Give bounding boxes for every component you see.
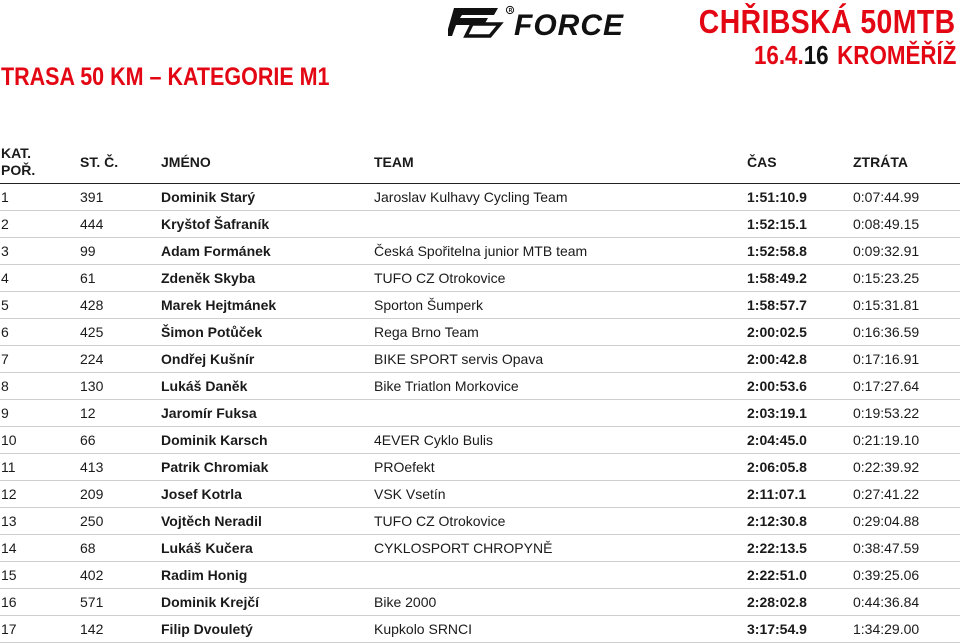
cell-loss: 0:08:49.15 [853,216,920,232]
cell-team: 4EVER Cyklo Bulis [374,432,494,448]
header-time: ČAS [747,153,777,170]
cell-team [374,400,744,426]
cell-start-number: 444 [80,216,104,232]
cell-team [374,562,744,588]
cell-time: 1:58:49.2 [747,270,807,286]
cell-name: Kryštof Šafraník [161,216,270,232]
cell-time: 2:22:51.0 [747,567,807,583]
cell-time: 3:17:54.9 [747,621,807,637]
cell-name: Lukáš Kučera [161,540,253,556]
cell-loss: 0:38:47.59 [853,540,920,556]
cell-position: 2 [1,216,9,232]
cell-team: PROefekt [374,459,435,475]
cell-time: 1:51:10.9 [747,189,807,205]
cell-start-number: 391 [80,189,104,205]
cell-position: 3 [1,243,9,259]
cell-name: Zdeněk Skyba [161,270,256,286]
force-logo-icon [448,4,664,40]
svg-text:R: R [508,8,513,14]
cell-position: 16 [1,594,17,610]
cell-name: Filip Dvouletý [161,621,253,637]
table-row [0,508,960,535]
cell-start-number: 428 [80,297,104,313]
cell-start-number: 68 [80,540,96,556]
table-row [0,265,960,292]
cell-time: 2:12:30.8 [747,513,807,529]
cell-time: 2:11:07.1 [747,486,807,502]
cell-position: 8 [1,378,9,394]
cell-start-number: 571 [80,594,104,610]
cell-start-number: 99 [80,243,96,259]
cell-loss: 0:29:04.88 [853,513,920,529]
cell-time: 1:58:57.7 [747,297,807,313]
cell-loss: 0:17:16.91 [853,351,920,367]
cell-team: VSK Vsetín [374,486,446,502]
event-place: KROMĚŘÍŽ [836,40,956,70]
header-start-number: ST. Č. [80,153,119,170]
cell-name: Marek Hejtmánek [161,297,277,313]
force-logo [448,4,664,40]
cell-start-number: 142 [80,621,104,637]
cell-time: 2:06:05.8 [747,459,807,475]
cell-name: Ondřej Kušnír [161,351,255,367]
table-row [0,481,960,508]
cell-name: Radim Honig [161,567,248,583]
cell-team: Sporton Šumperk [374,297,483,313]
cell-loss: 0:27:41.22 [853,486,920,502]
cell-name: Dominik Starý [161,189,256,205]
category-title: TRASA 50 KM – KATEGORIE M1 [1,63,330,91]
cell-team: CYKLOSPORT CHROPYNĚ [374,540,553,556]
cell-position: 1 [1,189,9,205]
cell-start-number: 224 [80,351,104,367]
cell-position: 5 [1,297,9,313]
table-row [0,319,960,346]
cell-loss: 0:39:25.06 [853,567,920,583]
cell-start-number: 66 [80,432,96,448]
cell-position: 9 [1,405,9,421]
cell-name: Dominik Krejčí [161,594,260,610]
cell-loss: 1:34:29.00 [853,621,920,637]
cell-loss: 0:15:23.25 [853,270,920,286]
cell-position: 17 [1,621,17,637]
cell-team: Česká Spořitelna junior MTB team [374,243,588,259]
cell-loss: 0:15:31.81 [853,297,920,313]
table-row [0,454,960,481]
table-row [0,346,960,373]
cell-loss: 0:09:32.91 [853,243,920,259]
cell-loss: 0:44:36.84 [853,594,920,610]
header-pos-line2: POŘ. [1,161,36,178]
cell-position: 15 [1,567,17,583]
results-table [0,140,960,643]
cell-position: 6 [1,324,9,340]
table-row [0,562,960,589]
cell-position: 12 [1,486,17,502]
cell-time: 2:00:42.8 [747,351,807,367]
cell-loss: 0:07:44.99 [853,189,920,205]
header-name: JMÉNO [161,153,211,170]
cell-position: 10 [1,432,17,448]
table-header [0,140,960,184]
cell-team: Bike Triatlon Morkovice [374,378,519,394]
cell-loss: 0:16:36.59 [853,324,920,340]
cell-name: Lukáš Daněk [161,378,248,394]
header-pos-line1: KAT. [1,144,32,161]
cell-time: 2:04:45.0 [747,432,807,448]
cell-name: Jaromír Fuksa [161,405,257,421]
header-category-position [1,140,79,183]
cell-start-number: 130 [80,378,104,394]
cell-team: BIKE SPORT servis Opava [374,351,544,367]
cell-start-number: 61 [80,270,96,286]
cell-position: 13 [1,513,17,529]
table-row [0,238,960,265]
table-row [0,427,960,454]
cell-time: 1:52:58.8 [747,243,807,259]
table-row [0,400,960,427]
cell-position: 14 [1,540,17,556]
cell-start-number: 402 [80,567,104,583]
header-team: TEAM [374,153,414,170]
cell-position: 4 [1,270,9,286]
cell-time: 2:22:13.5 [747,540,807,556]
event-title: CHŘIBSKÁ 50MTB [699,3,956,40]
table-row [0,292,960,319]
cell-position: 7 [1,351,9,367]
cell-name: Dominik Karsch [161,432,268,448]
header-loss: ZTRÁTA [853,153,908,170]
event-date-place [754,40,956,70]
cell-time: 2:28:02.8 [747,594,807,610]
table-body [0,184,960,643]
cell-position: 11 [1,459,16,475]
cell-team: Rega Brno Team [374,324,479,340]
cell-start-number: 209 [80,486,104,502]
table-row [0,616,960,643]
cell-team: Bike 2000 [374,594,437,610]
cell-team: TUFO CZ Otrokovice [374,270,506,286]
table-row [0,184,960,211]
cell-time: 2:00:53.6 [747,378,807,394]
table-row [0,535,960,562]
cell-time: 2:00:02.5 [747,324,807,340]
cell-team: TUFO CZ Otrokovice [374,513,506,529]
cell-name: Patrik Chromiak [161,459,269,475]
table-row [0,589,960,616]
cell-loss: 0:17:27.64 [853,378,920,394]
cell-team: Kupkolo SRNCI [374,621,473,637]
cell-start-number: 250 [80,513,104,529]
cell-start-number: 425 [80,324,104,340]
table-row [0,211,960,238]
cell-team: Jaroslav Kulhavy Cycling Team [374,189,568,205]
cell-loss: 0:22:39.92 [853,459,920,475]
event-date-year: 16 [803,40,829,70]
logo-wordmark: FORCE [514,9,624,40]
cell-name: Šimon Potůček [161,324,263,340]
cell-name: Adam Formánek [161,243,271,259]
cell-loss: 0:21:19.10 [853,432,920,448]
cell-name: Josef Kotrla [161,486,242,502]
cell-time: 2:03:19.1 [747,405,807,421]
cell-name: Vojtěch Neradil [161,513,262,529]
cell-team [374,211,744,237]
table-row [0,373,960,400]
event-date-daymonth: 16.4. [753,40,804,70]
cell-start-number: 12 [80,405,96,421]
cell-loss: 0:19:53.22 [853,405,920,421]
cell-start-number: 413 [80,459,104,475]
cell-time: 1:52:15.1 [747,216,807,232]
event-date [754,40,829,70]
